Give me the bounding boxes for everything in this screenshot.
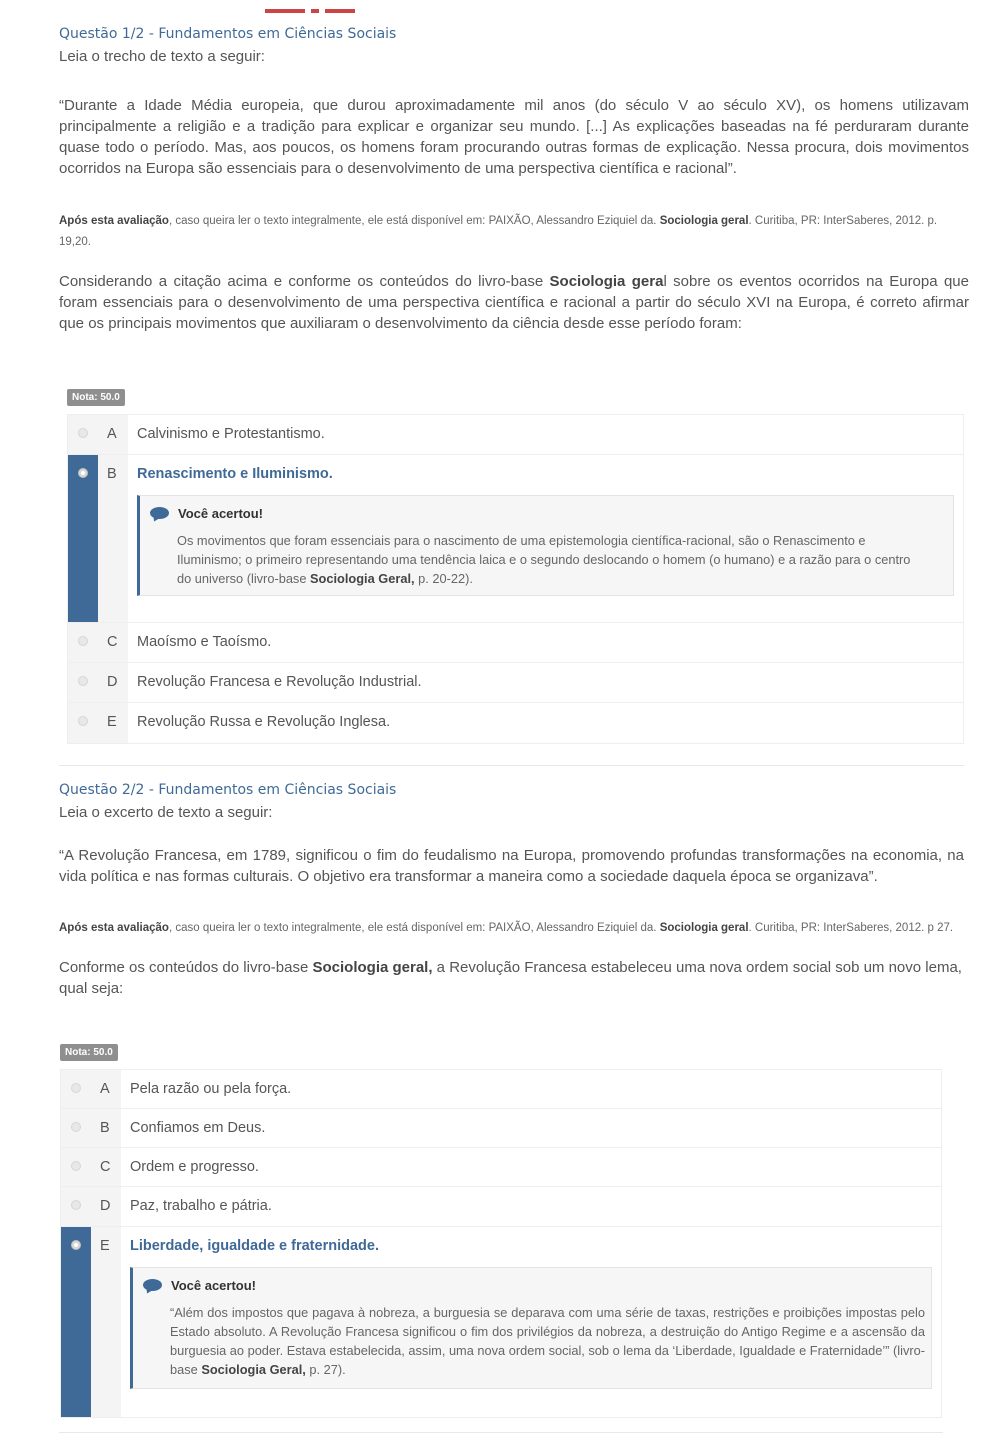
feedback-text: “Além dos impostos que pagava à nobreza, a burguesia se deparava com uma série de taxas, restrições e proibições impostas pelo Estado absoluto. A Revolução Francesa significou o fim dos privilégios da nobreza, a destruição do Antigo Regime e a ascensão da burguesia ao poder. Estava estabelecida, assim, uma nova ordem social, sob o lema da ‘Liberdade, Igualdade e Fraternidade’” (livro-base Sociologia Geral, p. 27). [170,1305,925,1377]
comment-icon [150,507,169,521]
feedback-title: Você acertou! [171,1278,257,1293]
question-1-intro: Leia o trecho de texto a seguir: [59,48,265,65]
radio-button[interactable] [78,676,88,686]
question-1-title: Questão 1/2 - Fundamentos em Ciências Sociais [59,26,397,42]
option-text: Maoísmo e Taoísmo. [137,634,272,650]
grade-badge: Nota: 50.0 [60,1044,118,1061]
option-letter: E [91,1227,121,1417]
option-a[interactable] [61,1070,941,1109]
divider [59,1432,943,1433]
option-a[interactable] [68,415,963,455]
question-1-answers [67,414,964,744]
feedback-box [137,495,954,596]
option-b-selected[interactable] [68,455,963,623]
option-d[interactable] [68,663,963,703]
feedback-box [130,1267,932,1389]
option-letter: E [98,703,128,743]
cropped-header-fragment [265,0,375,4]
comment-icon [143,1279,162,1293]
question-2-quote: “A Revolução Francesa, em 1789, significou o fim do feudalismo na Europa, promovendo profundas transformações na economia, na vida política e nas formas culturais. O objetivo era transformar a maneira como a sociedade daquela época se organizava”. [59,847,964,885]
option-text: Paz, trabalho e pátria. [130,1198,272,1214]
option-text: Pela razão ou pela força. [130,1081,292,1097]
radio-button[interactable] [71,1122,81,1132]
option-letter: A [91,1070,121,1108]
option-text: Revolução Russa e Revolução Inglesa. [137,714,391,730]
option-text: Ordem e progresso. [130,1159,259,1175]
question-2-prompt: Conforme os conteúdos do livro-base Sociologia geral, a Revolução Francesa estabeleceu uma nova ordem social sob um novo lema, qual seja: [59,959,962,997]
option-b[interactable] [61,1109,941,1148]
option-text: Revolução Francesa e Revolução Industrial. [137,674,422,690]
question-1-prompt: Considerando a citação acima e conforme os conteúdos do livro-base Sociologia geral sobre os eventos ocorridos na Europa que foram essenciais para o desenvolvimento de uma perspectiva científica e racional a partir do século XVI na Europa, é correto afirmar que os principais movimentos que auxiliaram o desenvolvimento da ciência desde esse período foram: [59,273,969,332]
radio-button[interactable] [78,716,88,726]
radio-button-selected[interactable] [71,1240,81,1250]
radio-button[interactable] [78,636,88,646]
radio-button-selected[interactable] [78,468,88,478]
question-2-answers [60,1069,942,1418]
question-2-title: Questão 2/2 - Fundamentos em Ciências Sociais [59,782,397,798]
option-letter: C [91,1148,121,1186]
divider [59,765,964,766]
feedback-title: Você acertou! [178,506,264,521]
question-2-reference: Após esta avaliação, caso queira ler o texto integralmente, ele está disponível em: PAIXÃO, Alessandro Eziquiel da. Sociologia geral. Curitiba, PR: InterSaberes, 2012. p 27. [59,922,954,934]
option-text: Calvinismo e Protestantismo. [137,426,325,442]
option-letter: D [91,1187,121,1226]
question-1-reference: Após esta avaliação, caso queira ler o texto integralmente, ele está disponível em: PAIXÃO, Alessandro Eziquiel da. Sociologia geral. Curitiba, PR: InterSaberes, 2012. p. 19,20. [59,215,938,248]
option-letter: B [91,1109,121,1147]
option-letter: B [98,455,128,622]
option-d[interactable] [61,1187,941,1227]
radio-button[interactable] [71,1083,81,1093]
grade-badge: Nota: 50.0 [67,389,125,406]
option-letter: C [98,623,128,662]
option-letter: A [98,415,128,454]
radio-button[interactable] [71,1200,81,1210]
question-1-quote: “Durante a Idade Média europeia, que durou aproximadamente mil anos (do século V ao século XV), os homens utilizavam principalmente a religião e a tradição para explicar e organizar seu mundo. [...] As explicações baseadas na fé perduraram durante quase todo o período. Mas, aos poucos, os homens foram procurando outras formas de explicação. Nessa procura, dois movimentos ocorridos na Europa são essenciais para o desenvolvimento de uma perspectiva científica e racional”. [59,97,969,177]
radio-button[interactable] [71,1161,81,1171]
option-text: Confiamos em Deus. [130,1120,266,1136]
option-letter: D [98,663,128,702]
option-c[interactable] [68,623,963,663]
option-text-selected: Renascimento e Iluminismo. [137,466,333,482]
radio-button[interactable] [78,428,88,438]
option-text-selected: Liberdade, igualdade e fraternidade. [130,1238,379,1254]
option-e[interactable] [68,703,963,743]
question-2-intro: Leia o excerto de texto a seguir: [59,804,273,821]
option-e-selected[interactable] [61,1227,941,1417]
feedback-text: Os movimentos que foram essenciais para o nascimento de uma epistemologia científica-racional, são o Renascimento e Iluminismo; o primeiro representando uma tendência laica e o segundo deslocando o homem (o humano) e a razão para o centro do universo (livro-base Sociologia Geral, p. 20-22). [177,533,911,586]
option-c[interactable] [61,1148,941,1187]
